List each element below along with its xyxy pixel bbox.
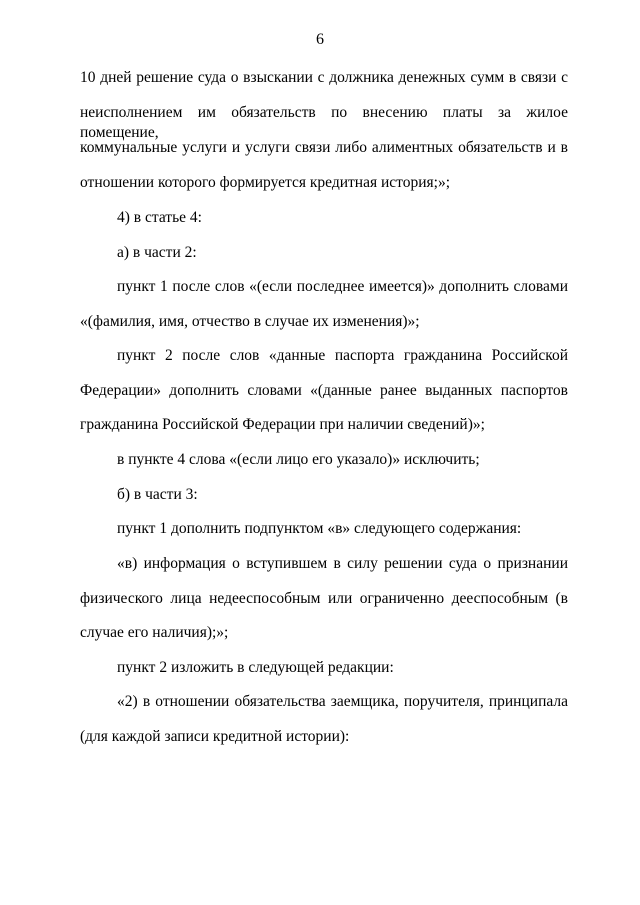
- text-line: (для каждой записи кредитной истории):: [80, 728, 350, 745]
- text-line: случае его наличия);»;: [80, 624, 229, 641]
- text-line: «2) в отношении обязательства заемщика, поручителя, принципала: [117, 693, 568, 710]
- text-line: неисполнением им обязательств по внесению платы за жилое помещение,: [80, 104, 568, 141]
- text-line: 4) в статье 4:: [117, 209, 202, 226]
- text-line: пункт 1 дополнить подпунктом «в» следующего содержания:: [117, 520, 522, 537]
- text-line: пункт 2 изложить в следующей редакции:: [117, 659, 394, 676]
- text-line: «в) информация о вступившем в силу решении суда о признании: [117, 555, 568, 572]
- text-line: а) в части 2:: [117, 244, 197, 261]
- text-line: Федерации» дополнить словами «(данные ранее выданных паспортов: [80, 382, 568, 399]
- text-line: 10 дней решение суда о взыскании с должника денежных сумм в связи с: [80, 69, 568, 86]
- page-number: 6: [316, 31, 324, 48]
- text-line: в пункте 4 слова «(если лицо его указало)» исключить;: [117, 451, 480, 468]
- text-line: б) в части 3:: [117, 486, 198, 503]
- text-line: пункт 2 после слов «данные паспорта гражданина Российской: [117, 347, 568, 364]
- text-line: коммунальные услуги и услуги связи либо алиментных обязательств и в: [80, 139, 568, 156]
- text-line: физического лица недееспособным или ограниченно дееспособным (в: [80, 590, 568, 607]
- text-line: пункт 1 после слов «(если последнее имеется)» дополнить словами: [117, 278, 568, 295]
- text-line: гражданина Российской Федерации при наличии сведений)»;: [80, 416, 485, 433]
- text-line: «(фамилия, имя, отчество в случае их изменения)»;: [80, 313, 420, 330]
- text-line: отношении которого формируется кредитная история;»;: [80, 174, 450, 191]
